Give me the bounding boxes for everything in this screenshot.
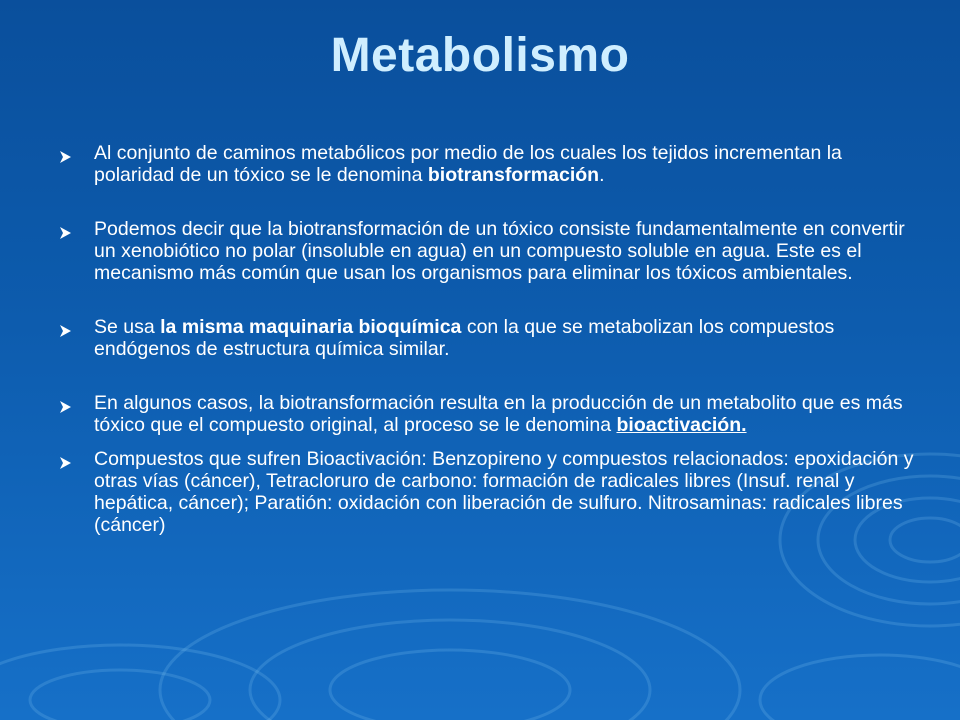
arrowhead-bullet-icon: [58, 150, 72, 164]
slide-title: Metabolismo: [330, 29, 630, 82]
arrowhead-bullet-icon: [58, 456, 72, 470]
bullet-text: Podemos decir que la biotransformación de un tóxico consiste fundamentalmente en convertir un xenobiótico no polar (insoluble en agua) en un compuesto soluble en agua. Este es el mecanismo más común que usan los organismos para eliminar los tóxicos ambientales.: [94, 218, 905, 284]
arrowhead-bullet-icon: [58, 226, 72, 240]
bullet-item: [58, 218, 918, 284]
bullet-text: Se usa: [94, 316, 161, 338]
bullet-bold-text: la misma maquinaria bioquímica: [160, 316, 462, 338]
bullet-bold-text: biotransformación: [427, 164, 600, 186]
bullet-list: [58, 142, 918, 536]
arrowhead-bullet-icon: [58, 324, 72, 338]
arrowhead-bullet-icon: [58, 400, 72, 414]
bullet-bold-underlined-text: bioactivación.: [616, 414, 747, 436]
bullet-text: En algunos casos, la biotransformación resulta en la producción de un metabolito que es más tóxico que el compuesto original, al proceso se le denomina: [94, 392, 903, 436]
bullet-text: con la que se metabolizan los compuestos endógenos de estructura química similar.: [94, 316, 835, 360]
bullet-text: .: [599, 164, 605, 186]
bullet-text: Compuestos que sufren Bioactivación: Benzopireno y compuestos relacionados: epoxidación y otras vías (cáncer), Tetracloruro de carbono: formación de radicales libres (Insuf. renal y hepática, cáncer); Paratión: oxidación con liberación de sulfuro. Nitrosaminas: radicales libres (cáncer): [94, 448, 914, 536]
bullet-item: [58, 448, 918, 536]
bullet-item: [58, 316, 918, 360]
bullet-item: [58, 392, 918, 436]
bullet-text: Al conjunto de caminos metabólicos por medio de los cuales los tejidos incrementan la polaridad de un tóxico se le denomina: [94, 142, 842, 186]
bullet-item: [58, 142, 918, 186]
